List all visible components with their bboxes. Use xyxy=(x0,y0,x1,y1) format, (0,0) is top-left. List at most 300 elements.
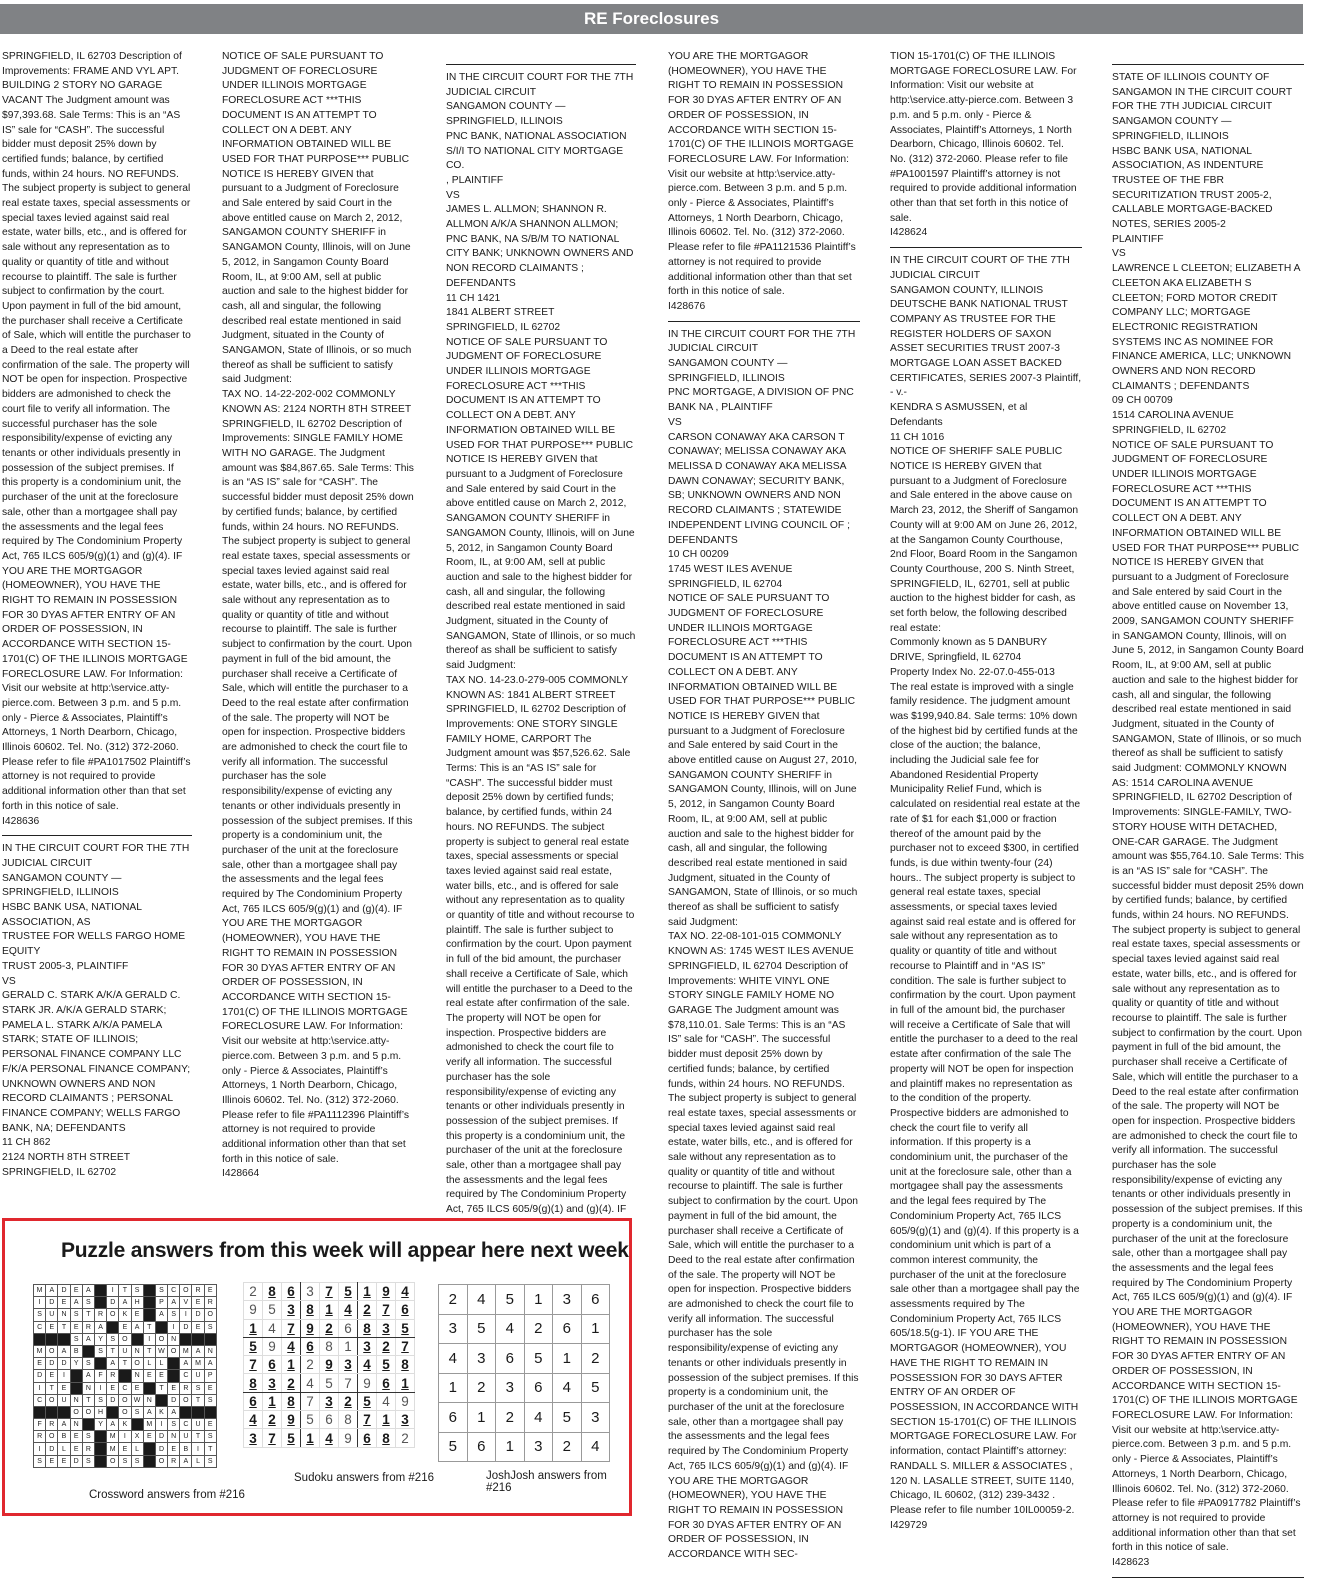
crossword-cell: M xyxy=(107,1443,119,1455)
crossword-cell: E xyxy=(58,1455,70,1467)
sudoku-cell: 3 xyxy=(396,1411,415,1429)
crossword-cell: D xyxy=(107,1394,119,1406)
joshjosh-cell: 2 xyxy=(553,1432,582,1462)
crossword-cell: I xyxy=(192,1443,204,1455)
crossword-cell: E xyxy=(204,1285,216,1297)
crossword-row xyxy=(34,1285,217,1297)
sudoku-cell: 6 xyxy=(301,1337,320,1355)
crossword-cell: L xyxy=(58,1443,70,1455)
sudoku-cell: 3 xyxy=(339,1356,358,1374)
crossword-cell: D xyxy=(168,1394,180,1406)
sudoku-row xyxy=(244,1392,415,1410)
joshjosh-cell: 6 xyxy=(467,1432,496,1462)
crossword-cell: T xyxy=(82,1394,94,1406)
sudoku-cell: 2 xyxy=(282,1374,301,1392)
sudoku-cell: 2 xyxy=(358,1301,377,1319)
crossword-cell: C xyxy=(168,1285,180,1297)
crossword-cell: A xyxy=(58,1345,70,1357)
crossword-cell: S xyxy=(119,1455,131,1467)
crossword-cell: Y xyxy=(70,1358,82,1370)
crossword-cell: N xyxy=(168,1431,180,1443)
crossword-cell: F xyxy=(94,1370,106,1382)
sudoku-cell: 7 xyxy=(320,1283,339,1301)
joshjosh-cell: 3 xyxy=(581,1403,610,1433)
crossword-cell: A xyxy=(82,1285,94,1297)
crossword-cell: N xyxy=(58,1309,70,1321)
crossword-cell: E xyxy=(168,1382,180,1394)
sudoku-cell: 7 xyxy=(282,1319,301,1337)
crossword-cell: D xyxy=(34,1370,46,1382)
crossword-cell: D xyxy=(46,1297,58,1309)
crossword-cell: I xyxy=(143,1333,155,1345)
sudoku-row xyxy=(244,1374,415,1392)
crossword-cell: E xyxy=(58,1382,70,1394)
sudoku-cell: 5 xyxy=(358,1392,377,1410)
sudoku-cell: 8 xyxy=(358,1319,377,1337)
crossword-cell: S xyxy=(131,1285,143,1297)
sudoku-cell: 1 xyxy=(377,1411,396,1429)
crossword-row xyxy=(34,1321,217,1333)
crossword-cell: S xyxy=(94,1345,106,1357)
sudoku-cell: 4 xyxy=(396,1283,415,1301)
crossword-black-cell xyxy=(107,1406,119,1418)
legal-notice: STATE OF ILLINOIS COUNTY OF SANGAMON IN THE CIRCUIT COURT FOR THE 7TH JUDICIAL CIRCUIT SANGAMON COUNTY — SPRINGFIELD, ILLINOIS HSBC BANK USA, NATIONAL ASSOCIATION, AS INDENTURE TRUSTEE OF THE FBR SECURITIZATION TRUST 2005-2, CALLABLE MORTGAGE-BACKED NOTES, SERIES 2005-2 PLAINTIFF VS LAWRENCE L CLEETON; ELIZABETH A CLEETON AKA ELIZABETH S CLEETON; FORD MOTOR CREDIT COMPANY LLC; MORTGAGE ELECTRONIC REGISTRATION SYSTEMS INC AS NOMINEE FOR FINANCE AMERICA, LLC; UNKNOWN OWNERS AND NON RECORD CLAIMANTS ; DEFENDANTS 09 CH 00709 1514 CAROLINA AVENUE SPRINGFIELD, IL 62702 NOTICE OF SALE PURSUANT TO JUDGMENT OF FORECLOSURE UNDER ILLINOIS MORTGAGE FORECLOSURE ACT ***THIS DOCUMENT IS AN ATTEMPT TO COLLECT ON A DEBT. ANY INFORMATION OBTAINED WILL BE USED FOR THAT PURPOSE*** PUBLIC NOTICE IS HEREBY GIVEN that pursuant to a Judgment of Foreclosure and Sale entered by said Court in the above entitled cause on November 13, 2009, SANGAMON COUNTY SHERIFF in SANGAMON County, Illinois, will on June 5, 2012, in Sangamon County Board Room, IL, at 9:00 AM, sell at public auction and sale to the highest bidder for cash, all and singular, the following described real estate mentioned in said Judgment, situated in the County of SANGAMON, State of Illinois, or so much thereof as shall be sufficient to satisfy said Judgment: COMMONLY KNOWN AS: 1514 CAROLINA AVENUE SPRINGFIELD, IL 62702 Description of Improvements: SINGLE-FAMILY, TWO-STORY HOUSE WITH DETACHED, ONE-CAR GARAGE. The Judgment amount was $55,764.10. Sale Terms: This is an “AS IS” sale for “CASH”. The successful bidder must deposit 25% down by certified funds; balance, by certified funds, within 24 hours. NO REFUNDS. The subject property is subject to general real estate taxes, special assessments or special taxes levied against said real estate, water bills, etc., and is offered for sale without any representation as to quality or quantity of title and without recourse to plaintiff. The sale is further subject to confirmation by the court. Upon payment in full of the bid amount, the purchaser shall receive a Certificate of Sale, which will entitle the purchaser to a Deed to the real estate after confirmation of the sale. The property will NOT be open for inspection. Prospective bidders are admonished to check the court file to verify all information. The successful purchaser has the sole responsibility/expense of evicting any tenants or other individuals presently in possession of the subject premises. If this property is a condominium unit, the purchaser of the unit at the foreclosure sale, other than a mortgagee shall pay the assessments and the legal fees required by The Condominium Property Act, 765 ILCS 605/9(g)(1) and (g)(4). IF YOU ARE THE MORTGAGOR (HOMEOWNER), YOU HAVE THE RIGHT TO REMAIN IN POSSESSION FOR 30 DYAS AFTER ENTRY OF AN ORDER OF POSSESSION, IN ACCORDANCE WITH SECTION 15-1701(C) OF THE ILLINOIS MORTGAGE FORECLOSURE LAW. For Information: Visit our website at http:\service.atty-pierce.com. Between 3 p.m. and 5 p.m. only - Pierce & Associates, Plaintiff’s Attorneys, 1 North Dearborn, Chicago, Illinois 60602. Tel. No. (312) 372-2060. Please refer to file #PA0917782 Plaintiff’s attorney is not required to provide additional information other than that set forth in this notice of sale. I428623 xyxy=(1112,72,1304,1569)
crossword-cell: R xyxy=(82,1321,94,1333)
joshjosh-cell: 5 xyxy=(553,1403,582,1433)
crossword-cell: L xyxy=(143,1358,155,1370)
crossword-cell: O xyxy=(107,1455,119,1467)
crossword-cell: A xyxy=(82,1370,94,1382)
crossword-black-cell xyxy=(34,1406,46,1418)
crossword-cell: E xyxy=(204,1382,216,1394)
crossword-cell: N xyxy=(131,1370,143,1382)
crossword-cell: O xyxy=(119,1333,131,1345)
sudoku-cell: 8 xyxy=(396,1356,415,1374)
crossword-cell: B xyxy=(70,1345,82,1357)
sudoku-cell: 1 xyxy=(396,1374,415,1392)
joshjosh-table xyxy=(438,1284,610,1462)
crossword-cell: E xyxy=(34,1358,46,1370)
sudoku-cell: 3 xyxy=(301,1283,320,1301)
crossword-cell: O xyxy=(119,1406,131,1418)
crossword-black-cell xyxy=(94,1285,106,1297)
legal-notice: YOU ARE THE MORTGAGOR (HOMEOWNER), YOU HAVE THE RIGHT TO REMAIN IN POSSESSION FOR 30 DYAS AFTER ENTRY OF AN ORDER OF POSSESSION, IN ACCORDANCE WITH SECTION 15-1701(C) OF THE ILLINOIS MORTGAGE FORECLOSURE LAW. For Information: Visit our website at http:\service.atty-pierce.com. Between 3 p.m. and 5 p.m. only - Pierce & Associates, Plaintiff’s Attorneys, 1 North Dearborn, Chicago, Illinois 60602. Tel. No. (312) 372-2060. Please refer to file #PA1121536 Plaintiff’s attorney is not required to provide additional information other than that set forth in this notice of sale. I428676 xyxy=(668,51,856,312)
crossword-cell: A xyxy=(168,1297,180,1309)
crossword-cell: S xyxy=(131,1406,143,1418)
joshjosh-cell: 3 xyxy=(553,1285,582,1315)
sudoku-cell: 8 xyxy=(377,1429,396,1447)
crossword-cell: T xyxy=(107,1345,119,1357)
crossword-cell: T xyxy=(192,1431,204,1443)
sudoku-row xyxy=(244,1301,415,1319)
crossword-cell: C xyxy=(180,1419,192,1431)
crossword-black-cell xyxy=(82,1345,94,1357)
sudoku-cell: 9 xyxy=(244,1301,263,1319)
crossword-black-cell xyxy=(131,1333,143,1345)
crossword-black-cell xyxy=(192,1406,204,1418)
sudoku-cell: 5 xyxy=(263,1301,282,1319)
crossword-cell: C xyxy=(180,1370,192,1382)
sudoku-cell: 8 xyxy=(339,1411,358,1429)
notice-column-2 xyxy=(222,50,414,1180)
crossword-cell: F xyxy=(34,1419,46,1431)
joshjosh-row xyxy=(439,1403,610,1433)
crossword-caption: Crossword answers from #216 xyxy=(89,1489,245,1501)
sudoku-cell: 5 xyxy=(377,1356,396,1374)
sudoku-cell: 4 xyxy=(301,1374,320,1392)
crossword-cell: S xyxy=(82,1358,94,1370)
sudoku-cell: 5 xyxy=(301,1411,320,1429)
legal-notice: IN THE CIRCUIT COURT FOR THE 7TH JUDICIAL CIRCUIT SANGAMON COUNTY — SPRINGFIELD, ILLINOIS HSBC BANK USA, NATIONAL ASSOCIATION, AS TRUSTEE FOR WELLS FARGO HOME EQUITY TRUST 2005-3, PLAINTIFF VS GERALD C. STARK A/K/A GERALD C. STARK JR. A/K/A GERALD STARK; PAMELA L. STARK A/K/A PAMELA STARK; STATE OF ILLINOIS; PERSONAL FINANCE COMPANY LLC F/K/A PERSONAL FINANCE COMPANY; UNKNOWN OWNERS AND NON RECORD CLAIMANTS ; PERSONAL FINANCE COMPANY; WELLS FARGO BANK, NA; DEFENDANTS 11 CH 862 2124 NORTH 8TH STREET SPRINGFIELD, IL 62702 xyxy=(2,843,191,1178)
crossword-black-cell xyxy=(180,1333,192,1345)
crossword-cell: E xyxy=(70,1443,82,1455)
crossword-row xyxy=(34,1455,217,1467)
sudoku-caption: Sudoku answers from #216 xyxy=(294,1472,434,1484)
crossword-cell: A xyxy=(180,1358,192,1370)
puzzle-title: Puzzle answers from this week will appear here next week xyxy=(61,1239,629,1262)
crossword-cell: T xyxy=(82,1309,94,1321)
crossword-cell: E xyxy=(168,1443,180,1455)
crossword-cell: D xyxy=(46,1443,58,1455)
sudoku-cell: 1 xyxy=(339,1337,358,1355)
sudoku-cell: 9 xyxy=(282,1411,301,1429)
crossword-black-cell xyxy=(34,1333,46,1345)
crossword-cell: H xyxy=(131,1297,143,1309)
crossword-cell: B xyxy=(180,1443,192,1455)
sudoku-cell: 7 xyxy=(263,1429,282,1447)
sudoku-cell: 3 xyxy=(377,1319,396,1337)
legal-notice: SPRINGFIELD, IL 62703 Description of Improvements: FRAME AND VYL APT. BUILDING 2 STORY NO GARAGE VACANT The Judgment amount was $97,393.68. Sale Terms: This is an “AS IS” sale for “CASH”. The successful bidder must deposit 25% down by certified funds; balance, by certified funds, within 24 hours. NO REFUNDS. The subject property is subject to general real estate taxes, special assessments or special taxes levied against said real estate, water bills, etc., and is offered for sale without any representation as to quality or quantity of title and without recourse to plaintiff. The sale is further subject to confirmation by the court. Upon payment in full of the bid amount, the purchaser shall receive a Certificate of Sale, which will entitle the purchaser to a Deed to the real estate after confirmation of the sale. The property will NOT be open for inspection. Prospective bidders are admonished to check the court file to verify all information. The successful purchaser has the sole responsibility/expense of evicting any tenants or other individuals presently in possession of the subject premises. If this property is a condominium unit, the purchaser of the unit at the foreclosure sale, other than a mortgagee shall pay the assessments and the legal fees required by The Condominium Property Act, 765 ILCS 605/9(g)(1) and (g)(4). IF YOU ARE THE MORTGAGOR (HOMEOWNER), YOU HAVE THE RIGHT TO REMAIN IN POSSESSION FOR 30 DYAS AFTER ENTRY OF AN ORDER OF POSSESSION, IN ACCORDANCE WITH SECTION 15-1701(C) OF THE ILLINOIS MORTGAGE FORECLOSURE LAW. For Information: Visit our website at http:\service.atty-pierce.com. Between 3 p.m. and 5 p.m. only - Pierce & Associates, Plaintiff’s Attorneys, 1 North Dearborn, Chicago, Illinois 60602. Tel. No. (312) 372-2060. Please refer to file #PA1017502 Plaintiff’s attorney is not required to provide additional information other than that set forth in this notice of sale. I428636 xyxy=(2,51,191,827)
crossword-cell: C xyxy=(34,1394,46,1406)
joshjosh-grid xyxy=(438,1284,610,1462)
crossword-cell: D xyxy=(58,1358,70,1370)
joshjosh-cell: 1 xyxy=(581,1314,610,1344)
crossword-cell: M xyxy=(34,1285,46,1297)
sudoku-cell: 2 xyxy=(301,1356,320,1374)
crossword-cell: O xyxy=(131,1358,143,1370)
crossword-cell: E xyxy=(70,1321,82,1333)
sudoku-cell: 6 xyxy=(358,1429,377,1447)
sudoku-row xyxy=(244,1283,415,1301)
crossword-cell: O xyxy=(168,1345,180,1357)
crossword-cell: M xyxy=(107,1431,119,1443)
crossword-cell: T xyxy=(143,1345,155,1357)
sudoku-row xyxy=(244,1356,415,1374)
crossword-cell: T xyxy=(46,1382,58,1394)
crossword-cell: S xyxy=(82,1431,94,1443)
notice-divider xyxy=(890,247,1082,248)
crossword-cell: B xyxy=(58,1431,70,1443)
crossword-cell: I xyxy=(34,1443,46,1455)
joshjosh-row xyxy=(439,1344,610,1374)
sudoku-cell: 9 xyxy=(396,1392,415,1410)
sudoku-cell: 5 xyxy=(282,1429,301,1447)
crossword-black-cell xyxy=(46,1333,58,1345)
joshjosh-cell: 5 xyxy=(496,1285,525,1315)
crossword-cell: U xyxy=(46,1309,58,1321)
crossword-cell: S xyxy=(131,1455,143,1467)
crossword-cell: D xyxy=(180,1321,192,1333)
crossword-cell: C xyxy=(34,1321,46,1333)
crossword-cell: E xyxy=(46,1455,58,1467)
crossword-row xyxy=(34,1370,217,1382)
joshjosh-cell: 5 xyxy=(467,1314,496,1344)
crossword-cell: S xyxy=(204,1321,216,1333)
crossword-cell: I xyxy=(168,1321,180,1333)
crossword-cell: D xyxy=(192,1309,204,1321)
crossword-cell: O xyxy=(107,1309,119,1321)
joshjosh-caption: JoshJosh answers from #216 xyxy=(486,1470,607,1494)
sudoku-cell: 7 xyxy=(339,1374,358,1392)
crossword-cell: T xyxy=(143,1321,155,1333)
sudoku-cell: 7 xyxy=(301,1392,320,1410)
sudoku-cell: 7 xyxy=(377,1301,396,1319)
crossword-cell: R xyxy=(46,1419,58,1431)
notice-divider xyxy=(668,321,860,322)
crossword-cell: M xyxy=(143,1419,155,1431)
crossword-cell: D xyxy=(58,1285,70,1297)
crossword-cell: T xyxy=(119,1285,131,1297)
notice-column-4 xyxy=(668,50,860,1561)
joshjosh-cell: 5 xyxy=(439,1432,468,1462)
joshjosh-cell: 1 xyxy=(496,1432,525,1462)
joshjosh-row xyxy=(439,1285,610,1315)
crossword-cell: E xyxy=(46,1370,58,1382)
sudoku-cell: 1 xyxy=(244,1319,263,1337)
sudoku-cell: 8 xyxy=(282,1392,301,1410)
crossword-cell: E xyxy=(192,1321,204,1333)
joshjosh-cell: 2 xyxy=(524,1314,553,1344)
sudoku-cell: 6 xyxy=(263,1356,282,1374)
crossword-cell: A xyxy=(94,1321,106,1333)
crossword-cell: A xyxy=(204,1358,216,1370)
crossword-row xyxy=(34,1406,217,1418)
sudoku-cell: 6 xyxy=(339,1319,358,1337)
crossword-cell: S xyxy=(34,1455,46,1467)
crossword-cell: O xyxy=(180,1394,192,1406)
crossword-cell: I xyxy=(107,1285,119,1297)
sudoku-row xyxy=(244,1337,415,1355)
crossword-cell: K xyxy=(155,1406,167,1418)
crossword-black-cell xyxy=(204,1333,216,1345)
crossword-cell: A xyxy=(82,1333,94,1345)
sudoku-cell: 3 xyxy=(358,1337,377,1355)
crossword-black-cell xyxy=(204,1406,216,1418)
crossword-cell: O xyxy=(155,1455,167,1467)
crossword-cell: E xyxy=(204,1419,216,1431)
crossword-black-cell xyxy=(143,1382,155,1394)
joshjosh-cell: 6 xyxy=(439,1403,468,1433)
crossword-cell: O xyxy=(119,1394,131,1406)
crossword-cell: A xyxy=(143,1406,155,1418)
crossword-cell: A xyxy=(192,1345,204,1357)
crossword-cell: I xyxy=(180,1309,192,1321)
notice-column-6 xyxy=(1112,64,1304,1569)
crossword-cell: O xyxy=(46,1394,58,1406)
sudoku-cell: 9 xyxy=(339,1429,358,1447)
crossword-cell: D xyxy=(155,1431,167,1443)
crossword-cell: P xyxy=(204,1370,216,1382)
crossword-cell: V xyxy=(180,1297,192,1309)
crossword-black-cell xyxy=(82,1419,94,1431)
crossword-cell: E xyxy=(119,1443,131,1455)
crossword-cell: L xyxy=(131,1443,143,1455)
sudoku-cell: 5 xyxy=(339,1283,358,1301)
crossword-black-cell xyxy=(155,1394,167,1406)
sudoku-cell: 9 xyxy=(320,1356,339,1374)
crossword-cell: T xyxy=(204,1443,216,1455)
crossword-black-cell xyxy=(70,1370,82,1382)
crossword-cell: U xyxy=(180,1431,192,1443)
crossword-black-cell xyxy=(46,1406,58,1418)
legal-notice: IN THE CIRCUIT COURT FOR THE 7TH JUDICIAL CIRCUIT SANGAMON COUNTY — SPRINGFIELD, ILLINOIS PNC BANK, NATIONAL ASSOCIATION S/I/I TO NATIONAL CITY MORTGAGE CO. , PLAINTIFF VS JAMES L. ALLMON; SHANNON R. ALLMON A/K/A SHANNON ALLMON; PNC BANK, NA S/B/M TO NATIONAL CITY BANK; UNKNOWN OWNERS AND NON RECORD CLAIMANTS ; DEFENDANTS 11 CH 1421 1841 ALBERT STREET SPRINGFIELD, IL 62702 NOTICE OF SALE PURSUANT TO JUDGMENT OF FORECLOSURE UNDER ILLINOIS MORTGAGE FORECLOSURE ACT ***THIS DOCUMENT IS AN ATTEMPT TO COLLECT ON A DEBT. ANY INFORMATION OBTAINED WILL BE USED FOR THAT PURPOSE*** PUBLIC NOTICE IS HEREBY GIVEN that pursuant to a Judgment of Foreclosure and Sale entered by said Court in the above entitled cause on March 2, 2012, SANGAMON COUNTY SHERIFF in SANGAMON County, Illinois, will on June 5, 2012, in Sangamon County Board Room, IL, at 9:00 AM, sell at public auction and sale to the highest bidder for cash, all and singular, the following described real estate mentioned in said Judgment, situated in the County of SANGAMON, State of Illinois, or so much thereof as shall be sufficient to satisfy said Judgment: TAX NO. 14-23.0-279-005 COMMONLY KNOWN AS: 1841 ALBERT STREET SPRINGFIELD, IL 62702 Description of Improvements: ONE STORY SINGLE FAMILY HOME, CARPORT The Judgment amount was $57,526.62. Sale Terms: This is an “AS IS” sale for “CASH”. The successful bidder must deposit 25% down by certified funds; balance, by certified funds, within 24 hours. NO REFUNDS. The subject property is subject to general real estate taxes, special assessments or special taxes levied against said real estate, water bills, etc., and is offered for sale without any representation as to quality or quantity of title and without recourse to plaintiff. The sale is further subject to confirmation by the court. Upon payment in full of the bid amount, the purchaser shall receive a Certificate of Sale, which will entitle the purchaser to a Deed to the real estate after confirmation of the sale. The property will NOT be open for inspection. Prospective bidders are admonished to check the court file to verify all information. The successful purchaser has the sole responsibility/expense of evicting any tenants or other individuals presently in possession of the subject premises. If this property is a condominium unit, the purchaser of the unit at the foreclosure sale, other than a mortgagee shall pay the assessments and the legal fees required by The Condominium Property Act, 765 ILCS 605/9(g)(1) and (g)(4). IF xyxy=(446,72,636,1216)
crossword-black-cell xyxy=(94,1455,106,1467)
crossword-cell: I xyxy=(155,1419,167,1431)
crossword-cell: R xyxy=(94,1309,106,1321)
crossword-black-cell xyxy=(119,1370,131,1382)
crossword-row xyxy=(34,1431,217,1443)
crossword-cell: U xyxy=(58,1394,70,1406)
crossword-cell: R xyxy=(107,1370,119,1382)
sudoku-cell: 3 xyxy=(244,1429,263,1447)
sudoku-cell: 4 xyxy=(263,1319,282,1337)
crossword-cell: X xyxy=(131,1431,143,1443)
crossword-black-cell xyxy=(143,1285,155,1297)
sudoku-cell: 2 xyxy=(263,1411,282,1429)
crossword-cell: A xyxy=(70,1297,82,1309)
joshjosh-cell: 3 xyxy=(439,1314,468,1344)
sudoku-cell: 3 xyxy=(320,1392,339,1410)
crossword-cell: T xyxy=(192,1394,204,1406)
joshjosh-cell: 4 xyxy=(581,1432,610,1462)
sudoku-cell: 7 xyxy=(244,1356,263,1374)
crossword-cell: O xyxy=(155,1333,167,1345)
notice-column-3 xyxy=(446,64,636,1216)
joshjosh-cell: 3 xyxy=(524,1432,553,1462)
sudoku-cell: 1 xyxy=(320,1301,339,1319)
crossword-cell: N xyxy=(143,1394,155,1406)
sudoku-cell: 1 xyxy=(282,1356,301,1374)
puzzle-answers-box xyxy=(2,1218,632,1516)
notice-column-5 xyxy=(890,50,1082,1531)
section-header-bar xyxy=(0,4,1303,34)
crossword-cell: T xyxy=(58,1321,70,1333)
sudoku-cell: 6 xyxy=(396,1301,415,1319)
crossword-cell: E xyxy=(131,1309,143,1321)
crossword-cell: I xyxy=(34,1297,46,1309)
crossword-black-cell xyxy=(70,1382,82,1394)
crossword-table xyxy=(33,1284,217,1468)
crossword-cell: S xyxy=(168,1309,180,1321)
crossword-black-cell xyxy=(168,1370,180,1382)
crossword-cell: N xyxy=(82,1382,94,1394)
crossword-cell: C xyxy=(119,1382,131,1394)
crossword-cell: U xyxy=(192,1370,204,1382)
joshjosh-cell: 5 xyxy=(524,1344,553,1374)
crossword-cell: A xyxy=(155,1309,167,1321)
notice-column-1 xyxy=(2,50,192,1180)
crossword-grid xyxy=(33,1284,223,1468)
crossword-black-cell xyxy=(94,1443,106,1455)
sudoku-cell: 1 xyxy=(358,1283,377,1301)
crossword-cell: E xyxy=(119,1321,131,1333)
crossword-cell: E xyxy=(143,1370,155,1382)
crossword-cell: A xyxy=(180,1455,192,1467)
crossword-row xyxy=(34,1297,217,1309)
sudoku-cell: 8 xyxy=(320,1337,339,1355)
legal-notice: IN THE CIRCUIT COURT FOR THE 7TH JUDICIAL CIRCUIT SANGAMON COUNTY — SPRINGFIELD, ILLINOIS PNC MORTGAGE, A DIVISION OF PNC BANK NA , PLAINTIFF VS CARSON CONAWAY AKA CARSON T CONAWAY; MELISSA CONAWAY AKA MELISSA D CONAWAY AKA MELISSA DAWN CONAWAY; SECURITY BANK, SB; UNKNOWN OWNERS AND NON RECORD CLAIMANTS ; STATEWIDE INDEPENDENT LIVING COUNCIL OF ; DEFENDANTS 10 CH 00209 1745 WEST ILES AVENUE SPRINGFIELD, IL 62704 NOTICE OF SALE PURSUANT TO JUDGMENT OF FORECLOSURE UNDER ILLINOIS MORTGAGE FORECLOSURE ACT ***THIS DOCUMENT IS AN ATTEMPT TO COLLECT ON A DEBT. ANY INFORMATION OBTAINED WILL BE USED FOR THAT PURPOSE*** PUBLIC NOTICE IS HEREBY GIVEN that pursuant to a Judgment of Foreclosure and Sale entered by said Court in the above entitled cause on August 27, 2010, SANGAMON COUNTY SHERIFF in SANGAMON County, Illinois, will on June 5, 2012, in Sangamon County Board Room, IL, at 9:00 AM, sell at public auction and sale to the highest bidder for cash, all and singular, the following described real estate mentioned in said Judgment, situated in the County of SANGAMON, State of Illinois, or so much thereof as shall be sufficient to satisfy said Judgment: TAX NO. 22-08-101-015 COMMONLY KNOWN AS: 1745 WEST ILES AVENUE SPRINGFIELD, IL 62704 Description of Improvements: WHITE VINYL ONE STORY SINGLE FAMILY HOME NO GARAGE The Judgment amount was $78,110.01. Sale Terms: This is an “AS IS” sale for “CASH”. The successful bidder must deposit 25% down by certified funds; balance, by certified funds, within 24 hours. NO REFUNDS. The subject property is subject to general real estate taxes, special assessments or special taxes levied against said real estate, water bills, etc., and is offered for sale without any representation as to quality or quantity of title and without recourse to plaintiff. The sale is further subject to confirmation by the court. Upon payment in full of the bid amount, the purchaser shall receive a Certificate of Sale, which will entitle the purchaser to a Deed to the real estate after confirmation of the sale. The property will NOT be open for inspection. Prospective bidders are admonished to check the court file to verify all information. The successful purchaser has the sole responsibility/expense of evicting any tenants or other individuals presently in possession of the subject premises. If this property is a condominium unit, the purchaser of the unit at the foreclosure sale, other than a mortgagee shall pay the assessments and the legal fees required by The Condominium Property Act, 765 ILCS 605/9(g)(1) and (g)(4). IF YOU ARE THE MORTGAGOR (HOMEOWNER), YOU HAVE THE RIGHT TO REMAIN IN POSSESSION FOR 30 DYAS AFTER ENTRY OF AN ORDER OF POSSESSION, IN ACCORDANCE WITH SEC- xyxy=(668,328,859,1561)
crossword-black-cell xyxy=(143,1309,155,1321)
legal-notice: TION 15-1701(C) OF THE ILLINOIS MORTGAGE FORECLOSURE LAW. For Information: Visit our website at http:\service.atty-pierce.com. Between 3 p.m. and 5 p.m. only - Pierce & Associates, Plaintiff’s Attorneys, 1 North Dearborn, Chicago, Illinois 60602. Tel. No. (312) 372-2060. Please refer to file #PA1001597 Plaintiff’s attorney is not required to provide additional information other than that set forth in this notice of sale. I428624 xyxy=(890,51,1077,239)
joshjosh-cell: 2 xyxy=(467,1373,496,1403)
crossword-cell: A xyxy=(107,1419,119,1431)
joshjosh-cell: 3 xyxy=(467,1344,496,1374)
joshjosh-cell: 1 xyxy=(439,1373,468,1403)
sudoku-cell: 8 xyxy=(301,1301,320,1319)
sudoku-cell: 6 xyxy=(244,1392,263,1410)
joshjosh-cell: 4 xyxy=(496,1314,525,1344)
crossword-cell: P xyxy=(155,1297,167,1309)
crossword-cell: M xyxy=(180,1345,192,1357)
crossword-cell: R xyxy=(180,1382,192,1394)
sudoku-row xyxy=(244,1411,415,1429)
crossword-black-cell xyxy=(94,1358,106,1370)
crossword-cell: L xyxy=(155,1358,167,1370)
crossword-cell: H xyxy=(94,1406,106,1418)
crossword-cell: S xyxy=(34,1309,46,1321)
joshjosh-cell: 1 xyxy=(524,1285,553,1315)
crossword-row xyxy=(34,1358,217,1370)
sudoku-cell: 4 xyxy=(377,1392,396,1410)
joshjosh-cell: 4 xyxy=(553,1373,582,1403)
joshjosh-cell: 6 xyxy=(496,1344,525,1374)
crossword-cell: D xyxy=(155,1443,167,1455)
crossword-cell: E xyxy=(143,1431,155,1443)
joshjosh-cell: 2 xyxy=(439,1285,468,1315)
crossword-black-cell xyxy=(192,1333,204,1345)
crossword-row xyxy=(34,1382,217,1394)
crossword-cell: R xyxy=(168,1455,180,1467)
crossword-cell: I xyxy=(58,1370,70,1382)
crossword-cell: E xyxy=(58,1297,70,1309)
sudoku-cell: 4 xyxy=(244,1411,263,1429)
sudoku-cell: 4 xyxy=(282,1337,301,1355)
crossword-cell: O xyxy=(180,1285,192,1297)
crossword-cell: D xyxy=(46,1358,58,1370)
sudoku-cell: 4 xyxy=(320,1429,339,1447)
crossword-cell: R xyxy=(192,1285,204,1297)
joshjosh-cell: 1 xyxy=(467,1403,496,1433)
crossword-cell: R xyxy=(82,1443,94,1455)
crossword-cell: S xyxy=(155,1285,167,1297)
crossword-cell: S xyxy=(107,1333,119,1345)
crossword-row xyxy=(34,1333,217,1345)
crossword-black-cell xyxy=(143,1443,155,1455)
crossword-cell: S xyxy=(168,1419,180,1431)
crossword-black-cell xyxy=(168,1358,180,1370)
crossword-cell: R xyxy=(34,1431,46,1443)
crossword-cell: S xyxy=(82,1297,94,1309)
crossword-cell: A xyxy=(168,1406,180,1418)
crossword-cell: S xyxy=(70,1309,82,1321)
crossword-black-cell xyxy=(58,1406,70,1418)
joshjosh-cell: 5 xyxy=(581,1373,610,1403)
joshjosh-cell: 6 xyxy=(524,1373,553,1403)
sudoku-table xyxy=(243,1282,415,1448)
crossword-cell: E xyxy=(70,1285,82,1297)
legal-notice: IN THE CIRCUIT COURT OF THE 7TH JUDICIAL CIRCUIT SANGAMON COUNTY, ILLINOIS DEUTSCHE BANK NATIONAL TRUST COMPANY AS TRUSTEE FOR THE REGISTER HOLDERS OF SAXON ASSET SECURITIES TRUST 2007-3 MORTGAGE LOAN ASSET BACKED CERTIFICATES, SERIES 2007-3 Plaintiff, - v.- KENDRA S ASMUSSEN, et al Defendants 11 CH 1016 NOTICE OF SHERIFF SALE PUBLIC NOTICE IS HEREBY GIVEN that pursuant to a Judgment of Foreclosure and Sale entered in the above cause on March 23, 2012, the Sheriff of Sangamon County will at 9:00 AM on June 26, 2012, at the Sangamon County Courthouse, 2nd Floor, Board Room in the Sangamon County Courthouse, 200 S. Ninth Street, SPRINGFIELD, IL, 62701, sell at public auction to the highest bidder for cash, as set forth below, the following described real estate: Commonly known as 5 DANBURY DRIVE, Springfield, IL 62704 Property Index No. 22-07.0-455-013 The real estate is improved with a single family residence. The judgment amount was $199,940.84. Sale terms: 10% down of the highest bid by certified funds at the close of the auction; the balance, including the Judicial sale fee for Abandoned Residential Property Municipality Relief Fund, which is calculated on residential real estate at the rate of $1 for each $1,000 or fraction thereof of the amount paid by the purchaser not to exceed $300, in certified funds, is due within twenty-four (24) hours.. The subject property is subject to general real estate taxes, special assessments, or special taxes levied against said real estate and is offered for sale without any representation as to quality or quantity of title and without recourse to Plaintiff and in “AS IS” condition. The sale is further subject to confirmation by the court. Upon payment in full of the amount bid, the purchaser will receive a Certificate of Sale that will entitle the purchaser to a deed to the real estate after confirmation of the sale The property will NOT be open for inspection and plaintiff makes no representation as to the condition of the property. Prospective bidders are admonished to check the court file to verify all information. If this property is a condominium unit, the purchaser of the unit at the foreclosure sale, other than a mortgagee shall pay the assessments and the legal fees required by The Condominium Property Act, 765 ILCS 605/9(g)(1) and (g)(4). If this property is a condominium unit which is part of a common interest community, the purchaser of the unit at the foreclosure sale other than a mortgagee shall pay the assessments required by The Condominium Property Act, 765 ILCS 605/18.5(g-1). IF YOU ARE THE MORTGAGOR (HOMEOWNER), YOU HAVE THE RIGHT TO REMAIN IN POSSESSION FOR 30 DAYS AFTER ENTRY OF AN ORDER OF POSSESSION, IN ACCORDANCE WITH SECTION 15-1701(C) OF THE ILLINOIS MORTGAGE FORECLOSURE LAW. For information, contact Plaintiff’s attorney: RANDALL S. MILLER & ASSOCIATES , 120 N. LASALLE STREET, SUITE 1140, Chicago, IL 60602, (312) 239-3432 . Please refer to file number 10IL00059-2. I429729 xyxy=(890,255,1082,1531)
crossword-cell: A xyxy=(107,1358,119,1370)
